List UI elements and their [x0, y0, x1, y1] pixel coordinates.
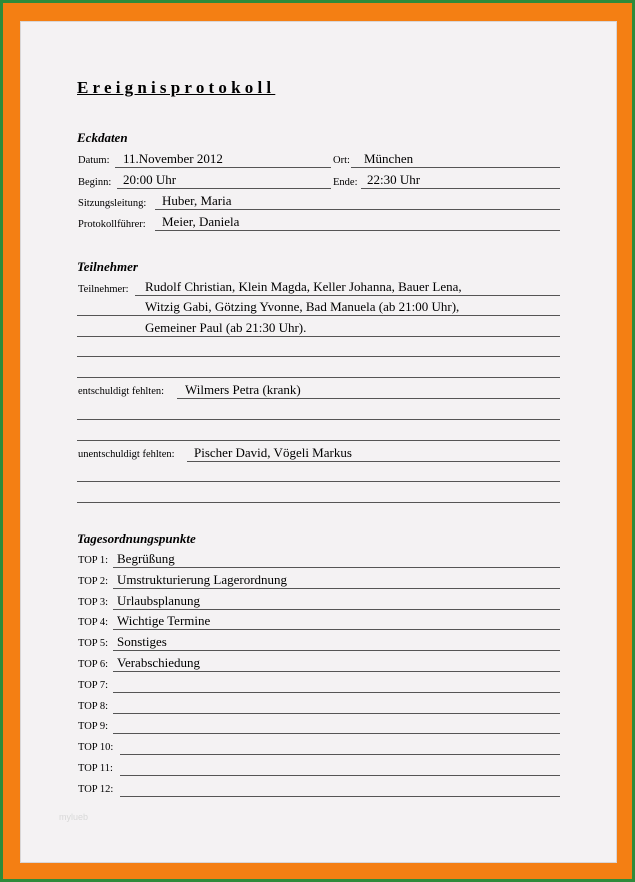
agenda-item-line — [113, 629, 560, 630]
section-heading-eckdaten: Eckdaten — [77, 130, 128, 145]
unentschuldigt-rule-2 — [77, 481, 560, 482]
agenda-item-line — [113, 609, 560, 610]
teilnehmer-rule-3 — [77, 336, 560, 337]
agenda-item-label: TOP 9: — [78, 721, 109, 733]
sitzungsleitung-value: Huber, Maria — [162, 193, 232, 208]
agenda-item-label: TOP 2: — [78, 575, 109, 587]
agenda-item-line — [113, 567, 560, 568]
protokollfuehrer-label: Protokollführer: — [78, 219, 146, 230]
agenda-item-label: TOP 3: — [78, 596, 109, 608]
ort-line — [351, 167, 560, 168]
agenda-item-label: TOP 11: — [78, 763, 113, 774]
teilnehmer-line-3: Gemeiner Paul (ab 21:30 Uhr). — [145, 320, 307, 335]
teilnehmer-rule-1 — [135, 295, 560, 296]
datum-value: 11.November 2012 — [123, 151, 223, 166]
beginn-value: 20:00 Uhr — [123, 172, 177, 187]
agenda-item-label: TOP 1: — [78, 555, 109, 566]
document-title: Ereignisprotokoll — [77, 78, 276, 97]
sitzungsleitung-line — [155, 209, 560, 210]
unentschuldigt-value: Pischer David, Vögeli Markus — [194, 445, 352, 460]
unentschuldigt-rule-3 — [77, 502, 560, 503]
agenda-item-line — [120, 775, 560, 776]
teilnehmer-rule-2 — [77, 315, 560, 316]
teilnehmer-line-1: Rudolf Christian, Klein Magda, Keller Johanna, Bauer Lena, — [145, 279, 462, 294]
datum-label: Datum: — [78, 155, 110, 166]
agenda-item-line — [113, 650, 560, 651]
agenda-item-label: TOP 8: — [78, 700, 109, 712]
sitzungsleitung-label: Sitzungsleitung: — [78, 198, 147, 209]
entschuldigt-value: Wilmers Petra (krank) — [185, 382, 301, 397]
unentschuldigt-label: unentschuldigt fehlten: — [78, 449, 175, 460]
beginn-line — [117, 188, 331, 189]
entschuldigt-rule-1 — [177, 398, 560, 399]
ort-label: Ort: — [333, 155, 350, 166]
teilnehmer-label: Teilnehmer: — [78, 284, 129, 295]
agenda-item-value: Wichtige Termine — [117, 613, 211, 629]
ende-value: 22:30 Uhr — [367, 172, 421, 187]
agenda-item-line — [113, 733, 560, 734]
agenda-item-label: TOP 5: — [78, 638, 109, 650]
teilnehmer-line-2: Witzig Gabi, Götzing Yvonne, Bad Manuela (ab 21:00 Uhr), — [145, 299, 460, 314]
agenda-item-value: Sonstiges — [117, 634, 167, 650]
entschuldigt-rule-3 — [77, 440, 560, 441]
entschuldigt-label: entschuldigt fehlten: — [78, 386, 165, 397]
agenda-item-value: Umstrukturierung Lagerordnung — [117, 571, 288, 587]
agenda-item-line — [113, 713, 560, 714]
agenda-item-line — [113, 671, 560, 672]
ende-label: Ende: — [333, 177, 358, 188]
protokollfuehrer-line — [155, 230, 560, 231]
ort-value: München — [364, 151, 414, 166]
agenda-item-label: TOP 7: — [78, 679, 109, 691]
agenda-item-value: Begrüßung — [117, 551, 175, 566]
agenda-item-label: TOP 4: — [78, 617, 109, 629]
watermark: mylueb — [59, 812, 89, 822]
agenda-item-label: TOP 6: — [78, 659, 109, 670]
ende-line — [361, 188, 560, 189]
section-heading-tagesordnung: Tagesordnungspunkte — [77, 531, 196, 546]
document-page — [20, 21, 617, 863]
teilnehmer-rule-4 — [77, 356, 560, 357]
datum-line — [115, 167, 331, 168]
agenda-item-line — [113, 692, 560, 693]
agenda-item-line — [120, 754, 560, 755]
agenda-item-line — [113, 588, 560, 589]
protokollfuehrer-value: Meier, Daniela — [162, 214, 240, 229]
unentschuldigt-rule-1 — [187, 461, 560, 462]
agenda-item-value: Urlaubsplanung — [117, 592, 201, 608]
agenda-item-line — [120, 796, 560, 797]
agenda-item-label: TOP 10: — [78, 742, 114, 754]
agenda-item-value: Verabschiedung — [117, 655, 201, 670]
beginn-label: Beginn: — [78, 177, 112, 188]
teilnehmer-rule-5 — [77, 377, 560, 378]
agenda-item-label: TOP 12: — [78, 783, 114, 795]
entschuldigt-rule-2 — [77, 419, 560, 420]
section-heading-teilnehmer: Teilnehmer — [77, 259, 138, 274]
